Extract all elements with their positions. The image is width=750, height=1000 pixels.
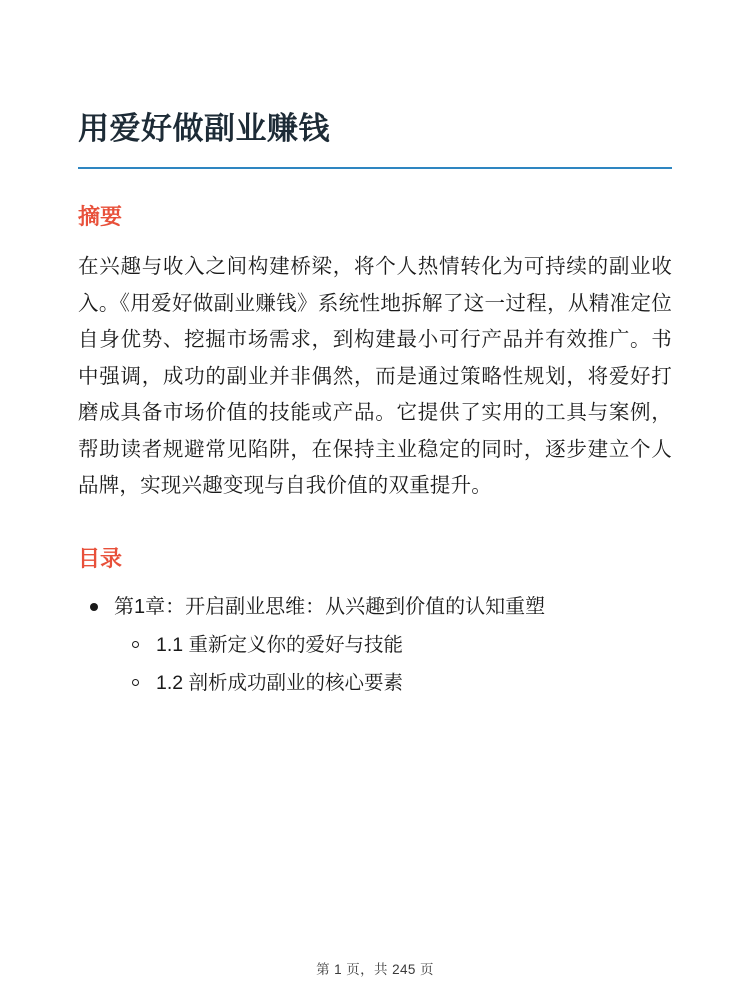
title-divider: [78, 167, 672, 169]
toc-section-list: [114, 630, 672, 699]
toc-section-item[interactable]: [114, 668, 672, 700]
bullet-circle-icon: [132, 641, 139, 648]
toc-heading: 目录: [78, 545, 123, 571]
page-footer: 第 1 页，共 245 页: [316, 962, 434, 977]
page-title: 用爱好做副业赚钱: [78, 111, 330, 146]
toc-section-label: 1.2 剖析成功副业的核心要素: [156, 671, 404, 694]
bullet-circle-icon: [132, 679, 139, 686]
abstract-heading: 摘要: [78, 203, 123, 229]
table-of-contents: [78, 591, 672, 699]
abstract-text: 在兴趣与收入之间构建桥梁，将个人热情转化为可持续的副业收入。《用爱好做副业赚钱》系统性地拆解了这一过程，从精准定位自身优势、挖掘市场需求，到构建最小可行产品并有效推广。书中强调，成功的副业并非偶然，而是通过策略性规划，将爱好打磨成具备市场价值的技能或产品。它提供了实用的工具与案例，帮助读者规避常见陷阱，在保持主业稳定的同时，逐步建立个人品牌，实现兴趣变现与自我价值的双重提升。: [78, 255, 672, 498]
bullet-disc-icon: [90, 603, 98, 611]
toc-chapter-item[interactable]: [78, 591, 672, 699]
toc-section-item[interactable]: [114, 630, 672, 662]
toc-section-label: 1.1 重新定义你的爱好与技能: [156, 634, 404, 657]
toc-chapter-label: 第1章：开启副业思维：从兴趣到价值的认知重塑: [114, 596, 546, 619]
